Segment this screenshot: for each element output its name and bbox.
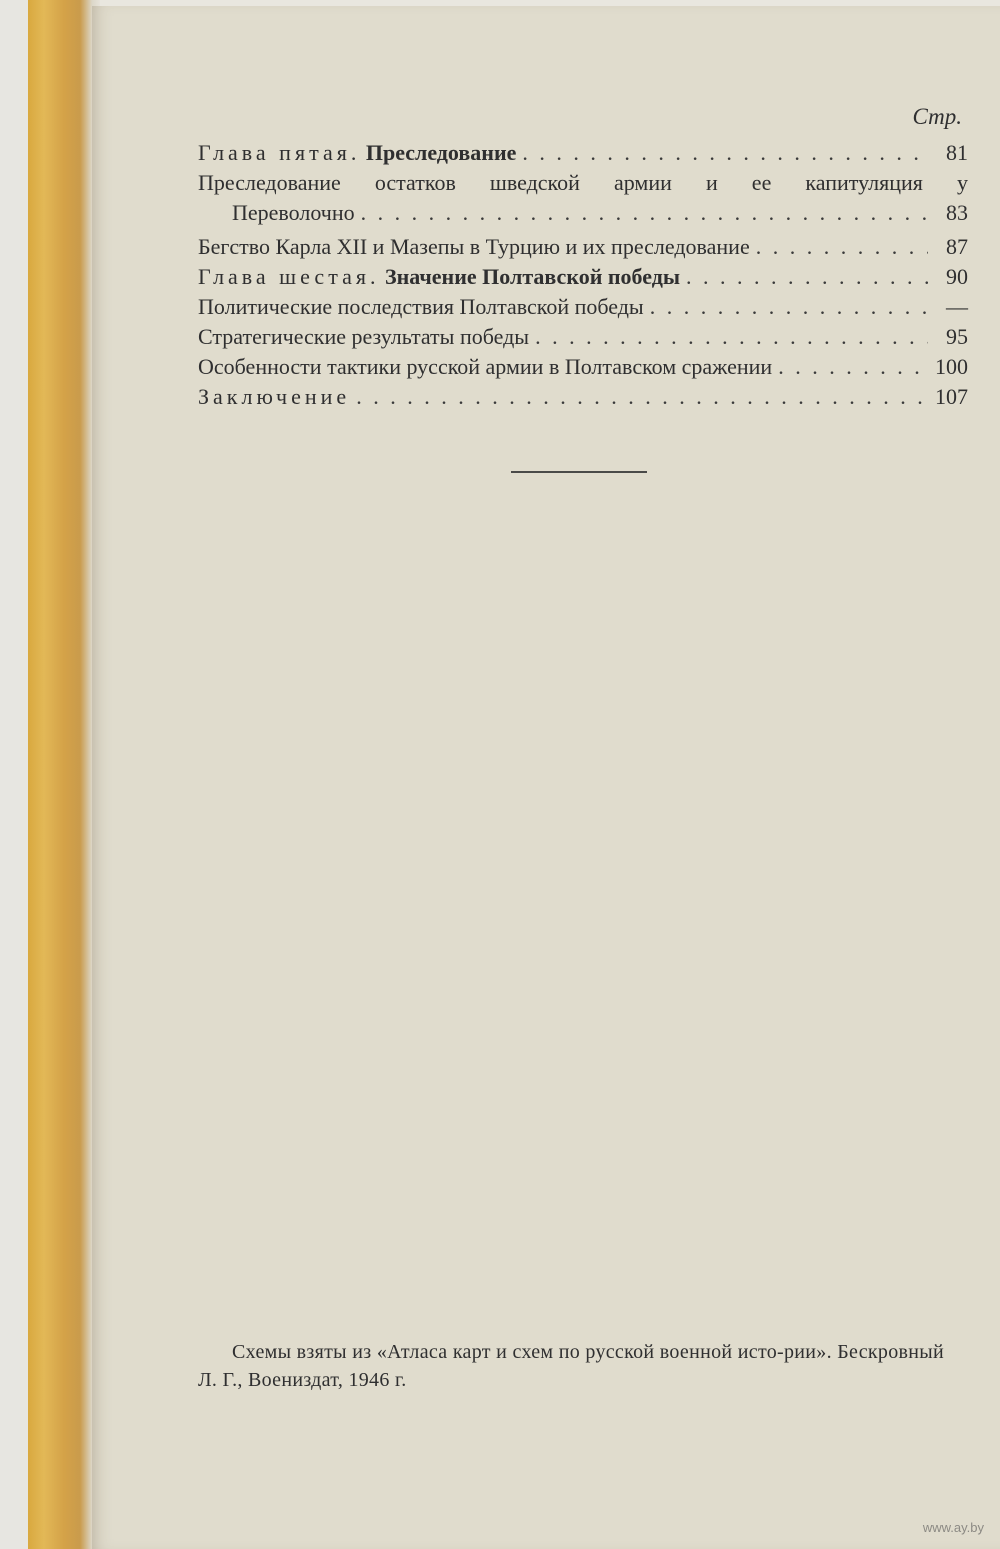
toc-entry-chapter-6 [198,262,968,292]
entry-title: Заключение [198,384,351,409]
leader-dots [535,322,928,352]
toc-entry-section [198,232,968,262]
page-number: 95 [946,324,968,349]
section-divider [511,471,647,473]
chapter-title: Значение Полтавской победы [384,264,681,289]
table-of-contents [198,138,968,412]
chapter-title: Преследование [365,140,517,165]
page-number: 83 [946,200,968,225]
leader-dots [686,262,928,292]
book-spine-edge [0,0,100,1549]
toc-entry-section [198,168,968,228]
page-number: 100 [935,354,968,379]
leader-dots [756,232,928,262]
entry-title: Стратегические результаты победы [198,324,530,349]
page-number: 90 [946,264,968,289]
leader-dots [778,352,928,382]
entry-title: Политические последствия Полтавской победы [198,294,644,319]
leader-dots [650,292,928,322]
leader-dots [361,198,928,228]
toc-entry-chapter-5 [198,138,968,168]
toc-entry-conclusion [198,382,968,412]
entry-title: Бегство Карла XII и Мазепы в Турцию и их преследование [198,234,750,259]
entry-title-line1: Преследование остатков шведской армии и ее капитуляция у [198,170,968,195]
page-number: 107 [935,384,968,409]
toc-entry-section [198,352,968,382]
page-number: — [946,294,968,319]
toc-entry-section [198,322,968,352]
entry-title: Особенности тактики русской армии в Полтавском сражении [198,354,773,379]
chapter-prefix: Глава шестая. [198,264,380,289]
page-column-label: Стр. [912,104,962,129]
entry-title-line2: Переволочно [232,200,355,225]
leader-dots [522,138,928,168]
page-number: 81 [946,140,968,165]
maps-source-note: Схемы взяты из «Атласа карт и схем по русской военной исто-рии». Бескровный Л. Г., Воениздат, 1946 г. [198,1341,944,1391]
chapter-prefix: Глава пятая. [198,140,361,165]
leader-dots [356,382,928,412]
page-number: 87 [946,234,968,259]
watermark: www.ay.by [922,1520,984,1535]
toc-entry-section [198,292,968,322]
